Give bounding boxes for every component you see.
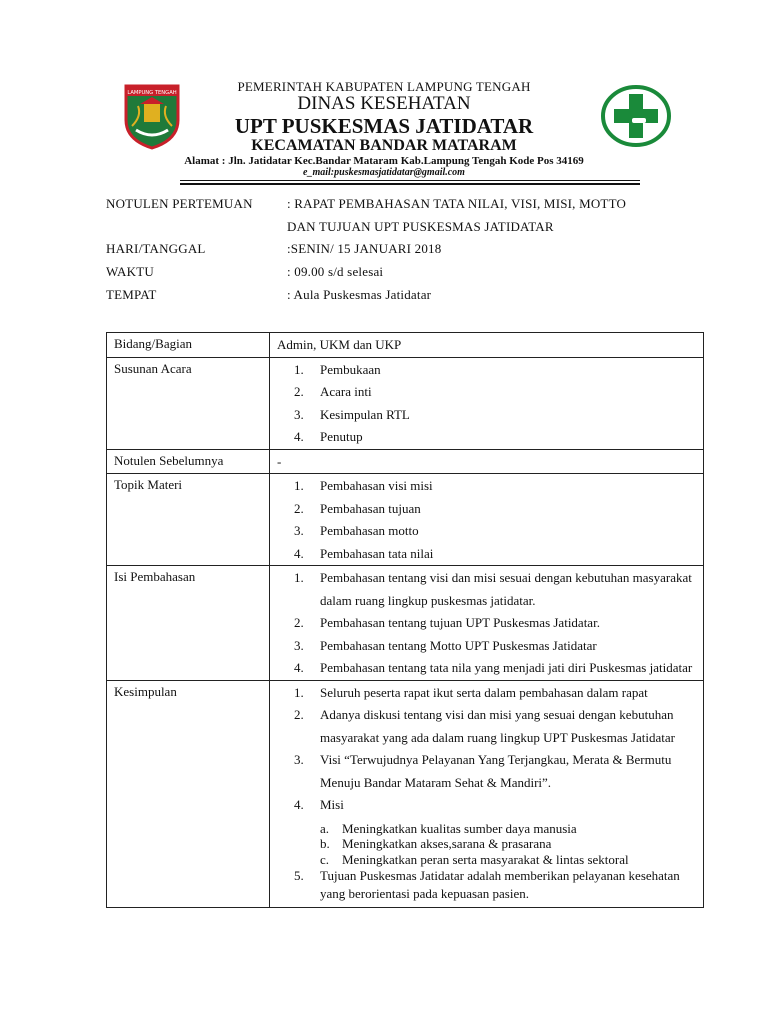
row-label-bidang: Bidang/Bagian — [107, 333, 270, 358]
meta-tempat-value: : Aula Puskesmas Jatidatar — [287, 287, 432, 302]
header-rule-thin — [180, 180, 640, 181]
row-value-susunan — [270, 357, 704, 449]
table-row — [107, 680, 704, 908]
list-item: 3. Visi “Terwujudnya Pelayanan Yang Terjangkau, Merata & Bermutu Menuju Bandar Mataram Sehat & Mandiri”. — [294, 752, 672, 790]
notulen-table — [106, 332, 704, 908]
meta-notulen-value-2: DAN TUJUAN UPT PUSKESMAS JATIDATAR — [287, 219, 554, 234]
list-item: 1. Pembahasan visi misi — [294, 478, 433, 493]
row-value-notulen-sebelumnya: - — [270, 449, 704, 474]
header-line-3: UPT PUSKESMAS JATIDATAR — [234, 114, 534, 138]
header-line-2: DINAS KESEHATAN — [297, 93, 471, 114]
list-item: 3. Pembahasan motto — [294, 523, 419, 538]
header-email: e_mail:puskesmasjatidatar@gmail.com — [303, 167, 465, 178]
list-item: 1. Seluruh peserta rapat ikut serta dalam pembahasan dalam rapat — [294, 684, 648, 700]
header-address: Alamat : Jln. Jatidatar Kec.Bandar Mataram Kab.Lampung Tengah Kode Pos 34169 — [184, 155, 584, 167]
list-item: 4. Misi a. Meningkatkan kualitas sumber daya manusia b. Meningkatkan akses,sarana & prasarana c. Meningkatkan peran serta masyarakat & lintas sektoral — [270, 794, 695, 867]
row-label-kesimpulan: Kesimpulan — [107, 680, 270, 908]
misi-item: c. Meningkatkan peran serta masyarakat & lintas sektoral — [320, 851, 629, 867]
meta-notulen-value-1: : RAPAT PEMBAHASAN TATA NILAI, VISI, MISI, MOTTO — [287, 196, 627, 211]
table-row — [107, 333, 704, 358]
list-item: 3. Pembahasan tentang Motto UPT Puskesmas Jatidatar — [294, 637, 597, 653]
meta-waktu-value: : 09.00 s/d selesai — [287, 264, 384, 279]
meta-waktu-label: WAKTU — [106, 264, 154, 279]
misi-item: a. Meningkatkan kualitas sumber daya manusia — [320, 820, 577, 836]
logo-left-text: LAMPUNG TENGAH — [127, 90, 177, 96]
table-row — [107, 357, 704, 449]
table-row — [107, 449, 704, 474]
row-value-topik — [270, 474, 704, 566]
misi-list — [320, 821, 695, 868]
row-label-susunan: Susunan Acara — [107, 357, 270, 449]
list-item: 3. Kesimpulan RTL — [294, 406, 410, 422]
header-line-4: KECAMATAN BANDAR MATARAM — [251, 137, 517, 154]
meta-hari-value: :SENIN/ 15 JANUARI 2018 — [287, 241, 442, 256]
misi-item: b. Meningkatkan akses,sarana & prasarana — [320, 836, 552, 851]
table-row — [107, 566, 704, 681]
row-label-isi: Isi Pembahasan — [107, 566, 270, 681]
row-value-kesimpulan — [270, 680, 704, 908]
meta-hari-label: HARI/TANGGAL — [106, 241, 206, 256]
row-label-notulen-sebelumnya: Notulen Sebelumnya — [107, 449, 270, 474]
list-item: 2. Adanya diskusi tentang visi dan misi yang sesuai dengan kebutuhan masyarakat yang ada dalam ruang lingkup UPT Puskesmas Jatidatar — [294, 707, 676, 745]
list-item: 4. Penutup — [294, 429, 363, 444]
list-item: 1. Pembahasan tentang visi dan misi sesuai dengan kebutuhan masyarakat dalam ruang lingkup puskesmas jatidatar. — [294, 570, 692, 608]
header-rule-thick — [180, 183, 640, 185]
list-item: 4. Pembahasan tata nilai — [294, 545, 434, 561]
meta-notulen-label: NOTULEN PERTEMUAN — [106, 196, 253, 211]
list-item: 5. Tujuan Puskesmas Jatidatar adalah memberikan pelayanan kesehatan yang berorientasi pada kepuasan pasien. — [294, 868, 680, 901]
list-item: 4. Pembahasan tentang tata nila yang menjadi jati diri Puskesmas jatidatar — [294, 660, 693, 675]
row-value-bidang: Admin, UKM dan UKP — [270, 333, 704, 358]
header-line-1: PEMERINTAH KABUPATEN LAMPUNG TENGAH — [237, 79, 531, 94]
list-item: 1. Pembukaan — [294, 361, 381, 377]
list-item: 2. Pembahasan tujuan — [294, 500, 421, 516]
row-label-topik: Topik Materi — [107, 474, 270, 566]
table-row — [107, 474, 704, 566]
list-item: 2. Acara inti — [294, 384, 372, 399]
meta-tempat-label: TEMPAT — [106, 287, 157, 302]
row-value-isi — [270, 566, 704, 681]
list-item: 2. Pembahasan tentang tujuan UPT Puskesmas Jatidatar. — [294, 615, 600, 630]
